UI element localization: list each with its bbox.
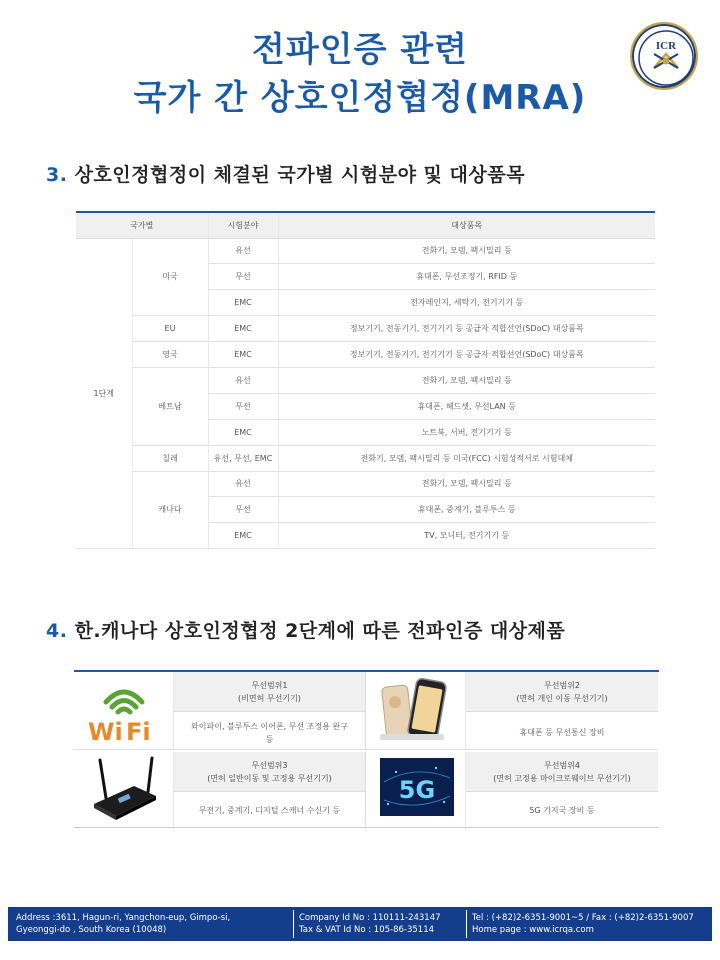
country-cell: 베트남 <box>132 367 208 445</box>
items-cell: 휴대폰, 무선조정기, RFID 등 <box>278 264 655 290</box>
table-row <box>76 367 655 393</box>
footer-contact <box>472 912 694 936</box>
items-cell: 노트북, 서버, 전기기기 등 <box>278 419 655 445</box>
section-3-text: 상호인정협정이 체결된 국가별 시험분야 및 대상품목 <box>74 164 525 186</box>
product-range-sub: (면허 고정용 마이크로웨이브 무선기기) <box>493 774 631 783</box>
product-range-label: 무선범위2 <box>543 681 580 690</box>
field-cell: EMC <box>208 419 278 445</box>
smartphone-icon <box>366 672 466 750</box>
section-4-title <box>46 616 565 643</box>
phase-cell: 1단계 <box>76 238 132 549</box>
icr-seal-graphic <box>632 24 700 92</box>
items-cell: 휴대폰, 헤드셋, 무선LAN 등 <box>278 393 655 419</box>
product-range-sub: (면허 개인 이동 무선기기) <box>516 694 608 703</box>
product-card <box>366 752 658 830</box>
items-cell: 전화기, 모뎀, 팩시밀리 등 미국(FCC) 시험성적서로 시험대체 <box>278 445 655 471</box>
product-desc-line1: 5G 기지국 장비 등 <box>529 806 595 815</box>
product-range-sub: (비면허 무선기기) <box>238 694 301 703</box>
svg-text:Wi: Wi <box>88 718 123 746</box>
product-range-label: 무선범위4 <box>543 761 580 770</box>
items-cell: 휴대폰, 중계기, 블루투스 등 <box>278 497 655 523</box>
items-cell: 전화기, 모뎀, 팩시밀리 등 <box>278 367 655 393</box>
footer-tel: Tel : (+82)2-6351-9001~5 / Fax : (+82)2-6351-9007 <box>472 913 694 923</box>
product-description <box>466 712 658 750</box>
items-cell: 전화기, 모뎀, 팩시밀리 등 <box>278 471 655 497</box>
product-desc-line1: 휴대폰 등 무선통신 장비 <box>519 728 605 737</box>
product-description <box>174 712 365 750</box>
footer-address <box>16 912 230 936</box>
field-cell: 유선 <box>208 238 278 264</box>
country-cell: 캐나다 <box>132 471 208 549</box>
items-cell: 정보기기, 전동기기, 전기기기 등 공급자 적합선언(SDoC) 대상품목 <box>278 342 655 368</box>
table-row <box>76 471 655 497</box>
product-heading <box>466 672 658 712</box>
product-desc-line1: 무전기, 중계기, 디지털 스캐너 수신기 등 <box>198 806 341 815</box>
footer-company-id: Company Id No : 110111-243147 <box>299 913 441 923</box>
country-cell: 미국 <box>132 238 208 316</box>
footer-divider <box>293 910 294 938</box>
section-3-title <box>46 160 525 187</box>
icr-seal-icon <box>630 22 698 90</box>
header-country: 국가별 <box>76 212 208 238</box>
product-range-label: 무선범위1 <box>251 681 288 690</box>
product-card <box>74 752 366 830</box>
items-cell: 전화기, 모뎀, 팩시밀리 등 <box>278 238 655 264</box>
field-cell: 유선 <box>208 471 278 497</box>
product-heading <box>466 752 658 792</box>
field-cell: 무선 <box>208 264 278 290</box>
table-row <box>76 316 655 342</box>
footer-address-line2: Gyeonggi-do , South Korea (10048) <box>16 925 167 935</box>
field-cell: EMC <box>208 290 278 316</box>
footer-divider <box>466 910 467 938</box>
table-row <box>76 342 655 368</box>
section-3-number: 3. <box>46 164 68 186</box>
items-cell: 정보기기, 전동기기, 전기기기 등 공급자 적합선언(SDoC) 대상품목 <box>278 316 655 342</box>
svg-text:5G: 5G <box>398 776 436 804</box>
mra-country-table <box>76 211 655 549</box>
table-row <box>76 445 655 471</box>
product-heading <box>174 672 365 712</box>
product-heading <box>174 752 365 792</box>
product-description <box>174 792 365 830</box>
field-cell: 무선 <box>208 497 278 523</box>
product-card <box>74 672 366 750</box>
field-cell: EMC <box>208 316 278 342</box>
field-cell: 무선 <box>208 393 278 419</box>
country-cell: 칠레 <box>132 445 208 471</box>
page-title-line2: 국가 간 상호인정협정(MRA) <box>133 78 587 118</box>
section-4-text: 한.캐나다 상호인정협정 2단계에 따른 전파인증 대상제품 <box>74 620 566 642</box>
router-icon <box>74 752 174 830</box>
footer-company <box>299 912 441 936</box>
field-cell: EMC <box>208 342 278 368</box>
product-desc-line1: 와이파이, 블루투스 이어폰, 무선 조정용 완구 <box>191 722 348 731</box>
5g-icon <box>366 752 466 830</box>
logo-text: ICR <box>655 40 677 52</box>
footer-address-line1: Address :3611, Hagun-ri, Yangchon-eup, Gimpo-si, <box>16 913 231 923</box>
product-range-label: 무선범위3 <box>251 761 288 770</box>
field-cell: EMC <box>208 523 278 549</box>
items-cell: TV, 모니터, 전기기기 등 <box>278 523 655 549</box>
field-cell: 유선, 무선, EMC <box>208 445 278 471</box>
footer <box>8 907 712 941</box>
header-field: 시험분야 <box>208 212 278 238</box>
header-items: 대상품목 <box>278 212 655 238</box>
product-desc-line2: 등 <box>265 735 274 744</box>
country-cell: EU <box>132 316 208 342</box>
field-cell: 유선 <box>208 367 278 393</box>
svg-text:Fi: Fi <box>126 718 151 746</box>
product-grid <box>74 670 659 828</box>
items-cell: 전자레인지, 세탁기, 전기기기 등 <box>278 290 655 316</box>
table-header-row <box>76 212 655 238</box>
product-card <box>366 672 658 750</box>
footer-tax-id: Tax & VAT Id No : 105-86-35114 <box>299 925 435 935</box>
product-description <box>466 792 658 830</box>
page-title <box>0 26 720 122</box>
footer-homepage-link[interactable]: Home page : www.icrqa.com <box>472 925 594 935</box>
country-cell: 영국 <box>132 342 208 368</box>
product-range-sub: (면허 일반이동 및 고정용 무선기기) <box>207 774 332 783</box>
page-title-line1: 전파인증 관련 <box>252 30 468 70</box>
section-4-number: 4. <box>46 620 68 642</box>
table-row <box>76 238 655 264</box>
wifi-icon <box>74 672 174 750</box>
